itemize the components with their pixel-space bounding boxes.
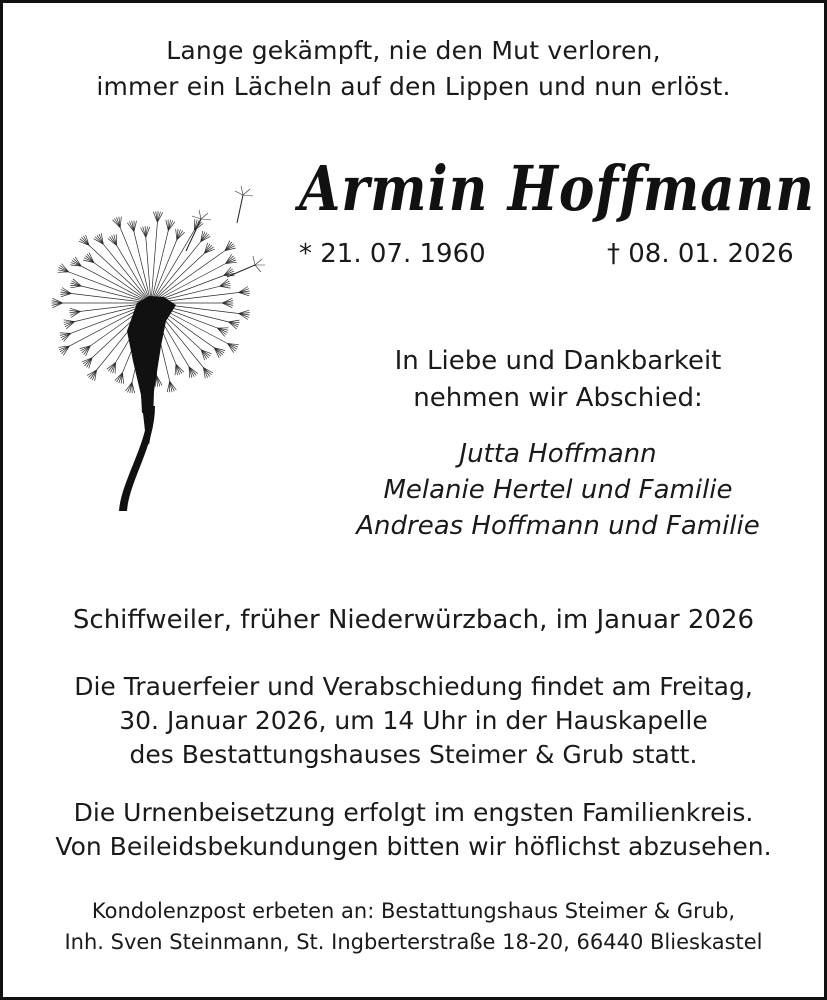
ceremony-info [3, 670, 824, 772]
ceremony-line-2: 30. Januar 2026, um 14 Uhr in der Hauskapelle [119, 706, 708, 735]
dandelion-icon [41, 181, 277, 517]
farewell-line-2: nehmen wir Abschied: [413, 383, 703, 413]
deceased-name: Armin Hoffmann [299, 152, 815, 225]
burial-line-1: Die Urnenbeisetzung erfolgt im engsten Familienkreis. [73, 798, 754, 827]
burial-line-2: Von Beileidsbekundungen bitten wir höflichst abzusehen. [55, 832, 772, 861]
farewell-line-1: In Liebe und Dankbarkeit [394, 346, 722, 376]
condolence-line-1: Kondolenzpost erbeten an: Bestattungshaus Steimer & Grub, [91, 899, 736, 923]
motto-verse [3, 33, 824, 105]
ceremony-line-1: Die Trauerfeier und Verabschiedung findet am Freitag, [74, 672, 753, 701]
mourner-name: Jutta Hoffmann [459, 439, 657, 469]
farewell-text [333, 343, 783, 417]
place-date: Schiffweiler, früher Niederwürzbach, im Januar 2026 [72, 605, 755, 635]
mourners-list [313, 436, 803, 544]
death-date: † 08. 01. 2026 [607, 239, 794, 269]
ceremony-line-3: des Bestattungshauses Steimer & Grub statt. [129, 740, 698, 769]
condolence-line-2: Inh. Sven Steinmann, St. Ingberterstraße 18-20, 66440 Blieskastel [64, 930, 763, 954]
mourner-name: Melanie Hertel und Familie [383, 475, 733, 505]
birth-date: * 21. 07. 1960 [299, 239, 486, 269]
motto-line-2: immer ein Lächeln auf den Lippen und nun erlöst. [96, 72, 731, 101]
condolence-address [3, 896, 824, 958]
mourner-name: Andreas Hoffmann und Familie [356, 511, 760, 541]
motto-line-1: Lange gekämpft, nie den Mut verloren, [166, 36, 661, 65]
burial-info [3, 796, 824, 864]
